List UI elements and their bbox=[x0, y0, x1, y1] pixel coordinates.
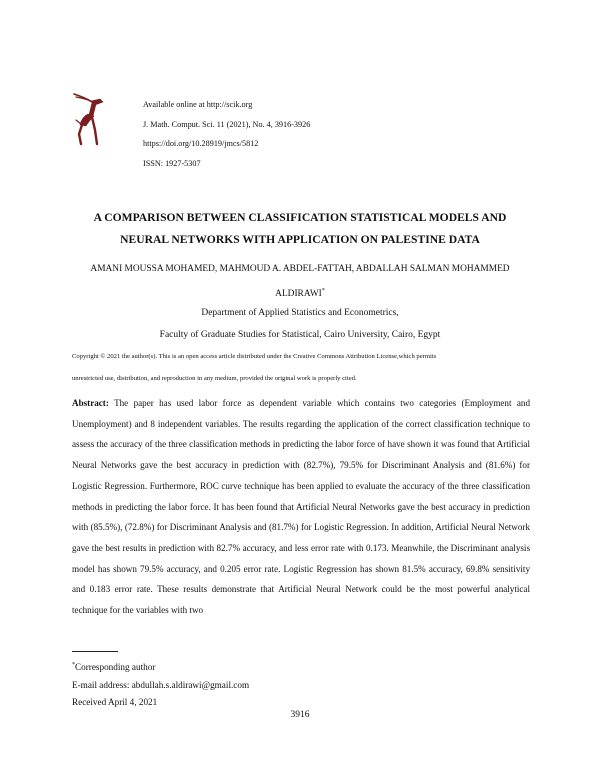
copyright-notice bbox=[72, 344, 530, 392]
title-line-1: A COMPARISON BETWEEN CLASSIFICATION STATISTICAL MODELS AND bbox=[93, 211, 507, 224]
gazelle-logo-icon bbox=[62, 90, 120, 148]
corresponding-mark: * bbox=[321, 288, 325, 294]
footnote-divider bbox=[72, 651, 118, 652]
paper-title bbox=[0, 207, 600, 251]
footnotes bbox=[72, 657, 249, 712]
journal-issn: ISSN: 1927-5307 bbox=[143, 158, 201, 168]
abstract bbox=[72, 393, 530, 621]
affiliation-faculty: Faculty of Graduate Studies for Statistical, Cairo University, Cairo, Egypt bbox=[159, 330, 441, 340]
abstract-label: Abstract: bbox=[72, 398, 109, 408]
author-list bbox=[0, 258, 600, 305]
journal-citation: J. Math. Comput. Sci. 11 (2021), No. 4, 3916-3926 bbox=[143, 119, 311, 129]
copyright-line-2: unrestricted use, distribution, and reproduction in any medium, provided the original work is properly cited. bbox=[72, 375, 357, 382]
footnote-corresponding bbox=[72, 657, 249, 677]
footnote-received: Received April 4, 2021 bbox=[72, 697, 158, 708]
journal-doi[interactable]: https://doi.org/10.28919/jmcs/5812 bbox=[143, 139, 259, 148]
copyright-line-1: Copyright © 2021 the author(s). This is an open access article distributed under the Creative Commons Attribution License,which permits bbox=[72, 353, 437, 360]
authors-line-1: AMANI MOUSSA MOHAMED, MAHMOUD A. ABDEL-FATTAH, ABDALLAH SALMAN MOHAMMED bbox=[90, 264, 510, 274]
author-last: ALDIRAWI bbox=[275, 289, 322, 300]
journal-availability: Available online at http://scik.org bbox=[143, 100, 253, 109]
footnote-email[interactable]: E-mail address: abdullah.s.aldirawi@gmail.com bbox=[72, 679, 250, 690]
affiliation bbox=[0, 302, 600, 346]
page-number: 3916 bbox=[290, 710, 310, 720]
title-line-2: NEURAL NETWORKS WITH APPLICATION ON PALESTINE DATA bbox=[120, 233, 480, 246]
footnote-mark: * bbox=[72, 662, 75, 668]
footnote-corresponding-text: Corresponding author bbox=[75, 662, 156, 673]
abstract-text: The paper has used labor force as dependent variable which contains two categories (Employment and Unemployment) and 8 independent variables. The results regarding the application of the correct classification technique to assess the accuracy of the three classification methods in predicting the labor force of have shown it was found that Artificial Neural Networks gave the best accuracy in prediction with (82.7%), 79.5% for Discriminant Analysis and (81.6%) for Logistic Regression. Furthermore, ROC curve technique has been applied to evaluate the accuracy of the three classification methods in predicting the labor force. It has been found that Artificial Neural Networks gave the best accuracy in prediction with (85.5%), (72.8%) for Discriminant Analysis and (81.7%) for Logistic Regression. In addition, Artificial Neural Network gave the best results in prediction with 82.7% accuracy, and less error rate with 0.173. Meanwhile, the Discriminant analysis model has shown 79.5% accuracy, and 0.205 error rate. Logistic Regression has shown 81.5% accuracy, 69.8% sensitivity and 0.183 error rate. These results demonstrate that Artificial Neural Network could be the most powerful analytical technique for the variables with two bbox=[72, 398, 530, 616]
affiliation-department: Department of Applied Statistics and Econometrics, bbox=[201, 308, 399, 318]
journal-info bbox=[143, 95, 310, 173]
